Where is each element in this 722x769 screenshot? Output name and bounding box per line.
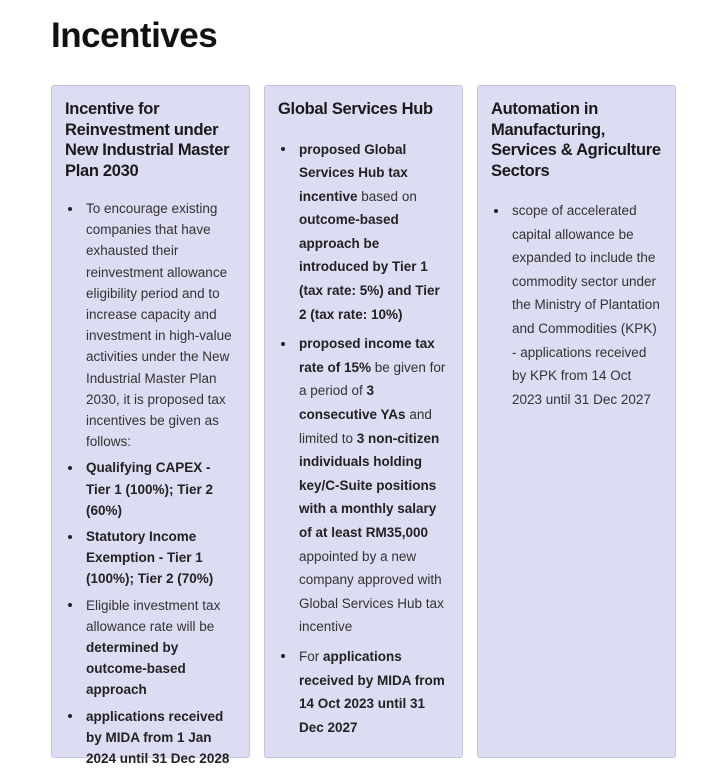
card-title: Automation in Manufacturing, Services & Agriculture Sectors bbox=[491, 100, 661, 180]
bullet-item bbox=[299, 138, 450, 327]
bullet-text-bold: Qualifying CAPEX - Tier 1 (100%); Tier 2 (60%) bbox=[86, 460, 214, 518]
incentive-card-global-services-hub bbox=[264, 85, 463, 758]
bullet-text: and limited to bbox=[299, 407, 432, 446]
bullet-item bbox=[86, 198, 237, 452]
bullet-item bbox=[86, 706, 237, 769]
bullet-item bbox=[512, 199, 663, 411]
bullet-text-bold: proposed Global Services Hub tax incentive bbox=[299, 141, 408, 204]
incentive-card-automation bbox=[477, 85, 676, 758]
bullet-text-bold: proposed income tax rate of 15% bbox=[299, 336, 435, 375]
bullet-text-bold: determined by outcome-based approach bbox=[86, 640, 186, 698]
card-title: Global Services Hub bbox=[278, 100, 433, 118]
bullet-list bbox=[491, 199, 663, 411]
bullet-text: appointed by a new company approved with Global Services Hub tax incentive bbox=[299, 548, 444, 635]
bullet-list bbox=[65, 198, 237, 769]
bullet-text-bold: applications received by MIDA from 1 Jan 2024 until 31 Dec 2028 bbox=[86, 708, 230, 767]
bullet-text: For bbox=[299, 648, 324, 664]
bullet-item bbox=[299, 645, 450, 739]
card-title: Incentive for Reinvestment under New Industrial Master Plan 2030 bbox=[65, 100, 230, 180]
incentive-card-reinvestment bbox=[51, 85, 250, 767]
bullet-text-bold: 3 non-citizen individuals holding key/C-Suite positions with a monthly salary of at least RM35,000 bbox=[299, 430, 440, 540]
bullet-text-bold: 3 consecutive YAs bbox=[299, 383, 406, 423]
bullet-list bbox=[278, 138, 450, 740]
bullet-text-bold: outcome-based approach be introduced by Tier 1 (tax rate: 5%) and Tier 2 (tax rate: 10%) bbox=[299, 212, 440, 322]
bullet-text: scope of accelerated capital allowance be expanded to include the commodity sector under the Ministry of Plantation and Commodities (KPK) - applications received by KPK from 14 Oct 2023 until 31 Dec 2027 bbox=[512, 203, 660, 407]
bullet-text-bold: applications received by MIDA from 14 Oct 2023 until 31 Dec 2027 bbox=[299, 648, 445, 735]
bullet-item bbox=[86, 595, 237, 701]
page-title: Incentives bbox=[51, 16, 218, 55]
bullet-text: based on bbox=[357, 188, 417, 204]
bullet-text-bold: Statutory Income Exemption - Tier 1 (100%); Tier 2 (70%) bbox=[86, 529, 214, 587]
bullet-item bbox=[86, 526, 237, 590]
bullet-text: be given for a period of bbox=[299, 359, 446, 399]
bullet-item bbox=[86, 457, 237, 521]
bullet-text: Eligible investment tax allowance rate will be bbox=[86, 597, 221, 634]
bullet-item bbox=[299, 332, 450, 639]
bullet-text: To encourage existing companies that have exhausted their reinvestment allowance eligibility period and to increase capacity and investment in high-value activities under the New Industrial Master Plan 2030, it is proposed tax incentives be given as follows: bbox=[86, 201, 232, 450]
